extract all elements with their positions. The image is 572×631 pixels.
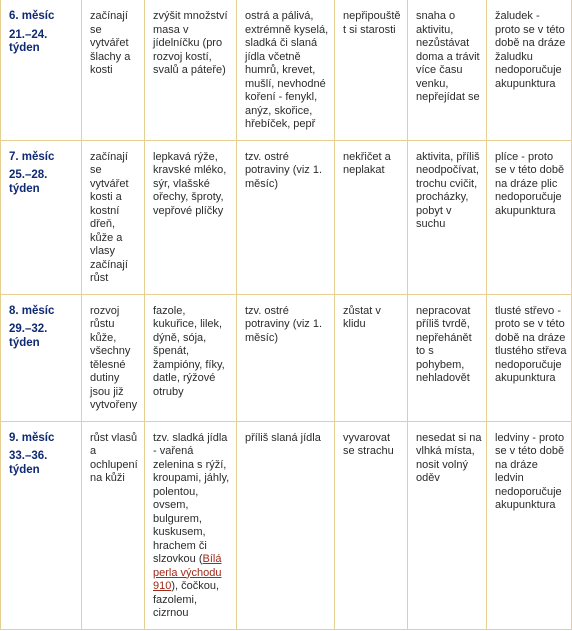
- development-cell: začínají se vytvářet kosti a kostní dřeň, kůže a vlasy začínají růst: [82, 140, 145, 294]
- weeks-label: 21.–24. týden: [9, 28, 48, 54]
- diet-more-text-after: ), čočkou, fazolemi, cizrnou: [153, 580, 220, 619]
- diet-more-cell: [145, 421, 237, 629]
- organ-cell: ledviny - proto se v této době na dráze ledvin nedoporučuje akupunktura: [487, 421, 572, 629]
- organ-cell: žaludek - proto se v této době na dráze žaludku nedoporučuje akupunktura: [487, 0, 572, 140]
- month-cell: [1, 0, 82, 140]
- month-cell: [1, 140, 82, 294]
- table-row: [1, 294, 572, 421]
- diet-avoid-cell: příliš slaná jídla: [237, 421, 335, 629]
- lifestyle-cell: aktivita, příliš neodpočívat, trochu cvičit, procházky, pobyt v suchu: [408, 140, 487, 294]
- product-link[interactable]: Bílá perla východu 910: [153, 553, 222, 592]
- organ-cell: tlusté střevo - proto se v této době na dráze tlustého střeva nedoporučuje akupunktura: [487, 294, 572, 421]
- development-cell: růst vlasů a ochlupení na kůži: [82, 421, 145, 629]
- month-cell: [1, 421, 82, 629]
- weeks-label: 29.–32. týden: [9, 323, 48, 349]
- development-cell: rozvoj růstu kůže, všechny tělesné dutiny jsou již vytvořeny: [82, 294, 145, 421]
- weeks-label: 25.–28. týden: [9, 169, 48, 195]
- diet-avoid-cell: tzv. ostré potraviny (viz 1. měsíc): [237, 294, 335, 421]
- month-cell: [1, 294, 82, 421]
- lifestyle-cell: nesedat si na vlhká místa, nosit volný oděv: [408, 421, 487, 629]
- lifestyle-cell: nepracovat příliš tvrdě, nepřehánět to s pohybem, nehladovět: [408, 294, 487, 421]
- emotions-cell: vyvarovat se strachu: [335, 421, 408, 629]
- table-row: [1, 0, 572, 140]
- diet-more-text-before: tzv. sladká jídla - vařená zelenina s rýží, kroupami, jáhly, polentou, ovsem, bulgurem, kuskusem, hrachem či slzovkou (: [153, 431, 230, 565]
- weeks-label: 33.–36. týden: [9, 450, 48, 476]
- diet-avoid-cell: tzv. ostré potraviny (viz 1. měsíc): [237, 140, 335, 294]
- organ-cell: plíce - proto se v této době na dráze plic nedoporučuje akupunktura: [487, 140, 572, 294]
- emotions-cell: nepřipouštět si starosti: [335, 0, 408, 140]
- month-label: 9. měsíc: [9, 431, 55, 444]
- emotions-cell: zůstat v klidu: [335, 294, 408, 421]
- diet-more-cell: fazole, kukuřice, lilek, dýně, sója, špenát, žampióny, fíky, datle, rýžové otruby: [145, 294, 237, 421]
- diet-more-cell: lepkavá rýže, kravské mléko, sýr, vlašské ořechy, šproty, vepřové plíčky: [145, 140, 237, 294]
- diet-avoid-cell: ostrá a pálivá, extrémně kyselá, sladká či slaná jídla včetně humrů, krevet, mušlí, nevhodné koření - fenykl, anýz, skořice, hřebíček, pepř: [237, 0, 335, 140]
- month-label: 6. měsíc: [9, 10, 55, 22]
- table-row: [1, 140, 572, 294]
- lifestyle-cell: snaha o aktivitu, nezůstávat doma a trávit více času venku, nepřejídat se: [408, 0, 487, 140]
- development-cell: začínají se vytvářet šlachy a kosti: [82, 0, 145, 140]
- month-label: 7. měsíc: [9, 150, 55, 163]
- diet-more-cell: zvýšit množství masa v jídelníčku (pro rozvoj kostí, svalů a páteře): [145, 0, 237, 140]
- emotions-cell: nekřičet a neplakat: [335, 140, 408, 294]
- table-row: [1, 421, 572, 629]
- month-label: 8. měsíc: [9, 304, 55, 317]
